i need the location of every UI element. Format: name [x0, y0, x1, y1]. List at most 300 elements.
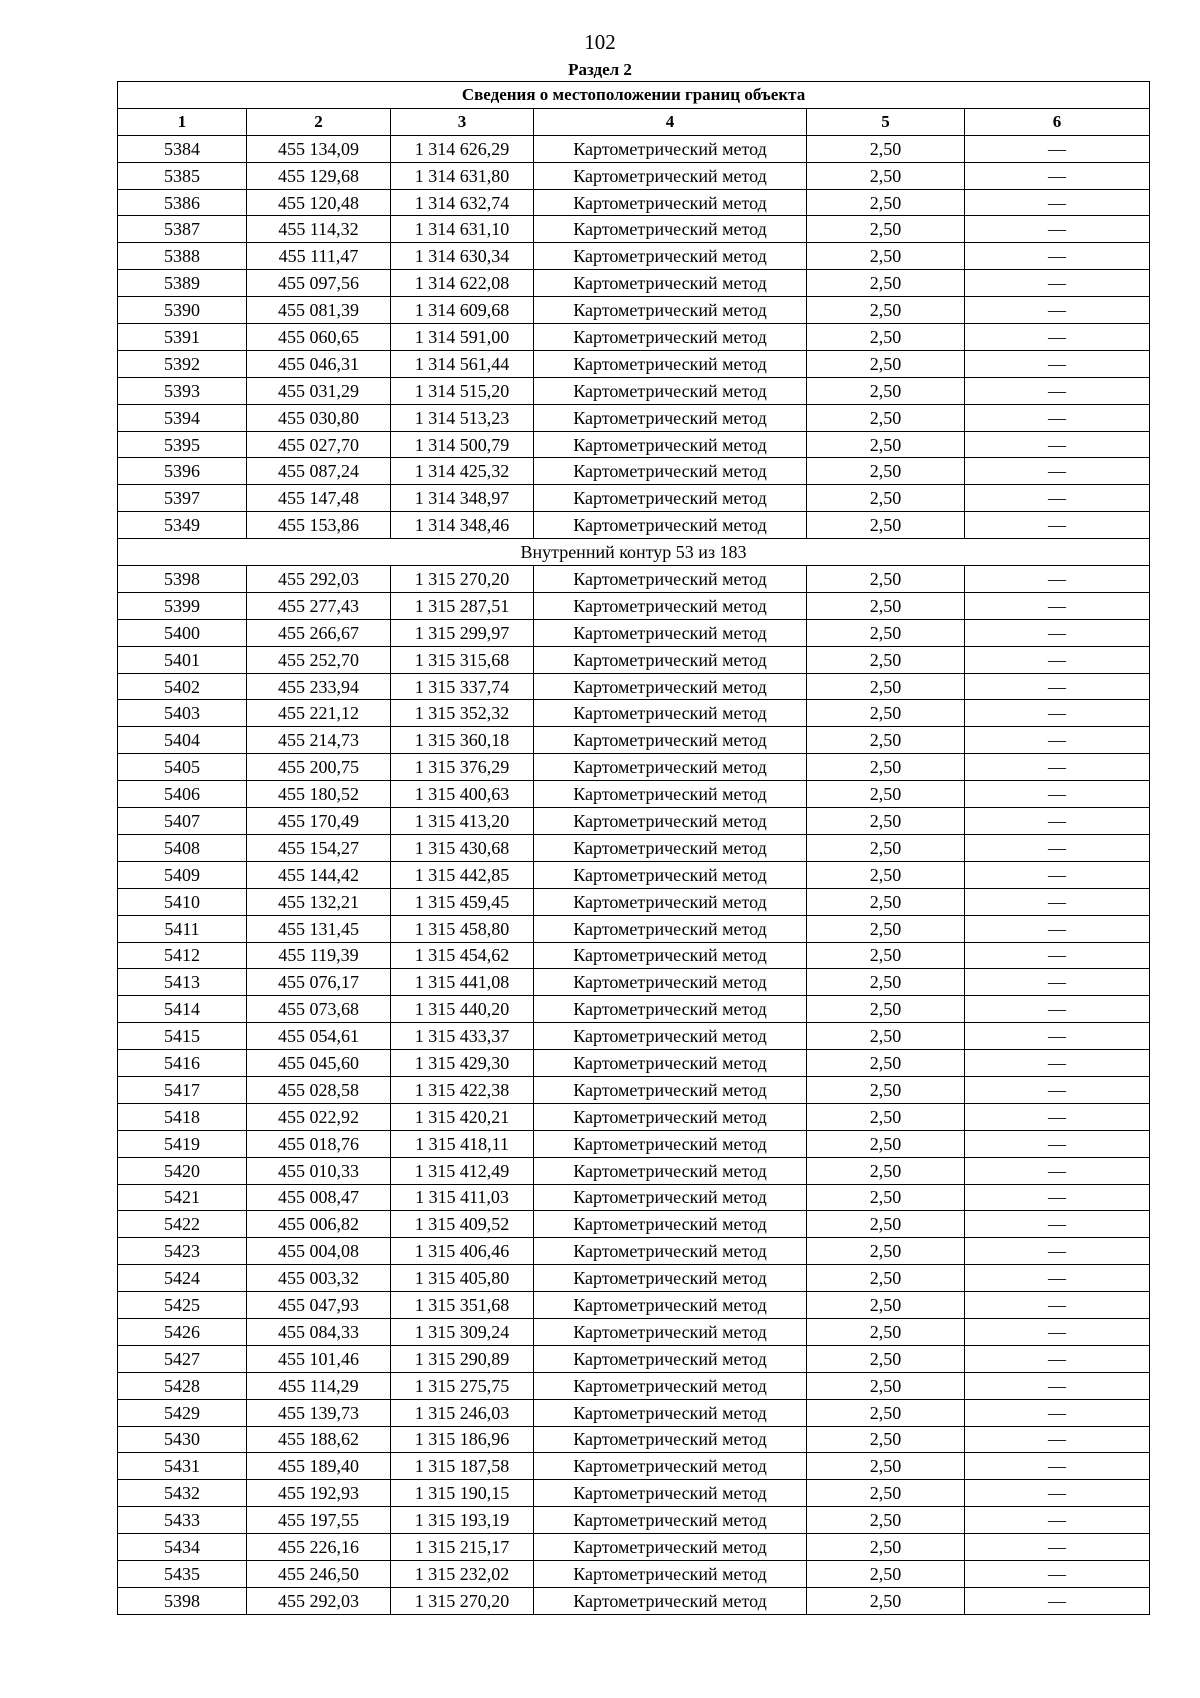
accuracy-cell: 2,50 — [807, 404, 965, 431]
coord-x: 455 027,70 — [247, 431, 391, 458]
table-row — [118, 888, 1150, 915]
accuracy-cell: 2,50 — [807, 1184, 965, 1211]
coord-y: 1 314 609,68 — [391, 297, 534, 324]
table-row — [118, 1238, 1150, 1265]
accuracy-cell: 2,50 — [807, 350, 965, 377]
coord-y: 1 315 309,24 — [391, 1318, 534, 1345]
coord-y: 1 315 420,21 — [391, 1103, 534, 1130]
table-row — [118, 1265, 1150, 1292]
method-cell: Картометрический метод — [534, 135, 807, 162]
method-cell: Картометрический метод — [534, 808, 807, 835]
coord-x: 455 004,08 — [247, 1238, 391, 1265]
coord-y: 1 315 418,11 — [391, 1130, 534, 1157]
table-row — [118, 135, 1150, 162]
table-row — [118, 485, 1150, 512]
table-row — [118, 1426, 1150, 1453]
point-number: 5404 — [118, 727, 247, 754]
coord-x: 455 221,12 — [247, 700, 391, 727]
coord-y: 1 315 232,02 — [391, 1560, 534, 1587]
accuracy-cell: 2,50 — [807, 431, 965, 458]
description-cell: — — [965, 377, 1150, 404]
coord-x: 455 154,27 — [247, 834, 391, 861]
table-row — [118, 1507, 1150, 1534]
description-cell: — — [965, 458, 1150, 485]
accuracy-cell: 2,50 — [807, 1076, 965, 1103]
table-row — [118, 566, 1150, 593]
description-cell: — — [965, 1587, 1150, 1614]
accuracy-cell: 2,50 — [807, 1534, 965, 1561]
coord-x: 455 119,39 — [247, 942, 391, 969]
coord-y: 1 314 348,46 — [391, 512, 534, 539]
table-row — [118, 404, 1150, 431]
coord-y: 1 314 630,34 — [391, 243, 534, 270]
accuracy-cell: 2,50 — [807, 808, 965, 835]
method-cell: Картометрический метод — [534, 297, 807, 324]
method-cell: Картометрический метод — [534, 1534, 807, 1561]
point-number: 5406 — [118, 781, 247, 808]
coord-y: 1 315 275,75 — [391, 1372, 534, 1399]
coord-x: 455 081,39 — [247, 297, 391, 324]
point-number: 5426 — [118, 1318, 247, 1345]
method-cell: Картометрический метод — [534, 754, 807, 781]
coord-y: 1 314 513,23 — [391, 404, 534, 431]
section-title: Раздел 2 — [568, 60, 632, 79]
point-number: 5411 — [118, 915, 247, 942]
method-cell: Картометрический метод — [534, 1426, 807, 1453]
accuracy-cell: 2,50 — [807, 915, 965, 942]
method-cell: Картометрический метод — [534, 431, 807, 458]
point-number: 5398 — [118, 1587, 247, 1614]
coord-y: 1 315 299,97 — [391, 619, 534, 646]
coord-x: 455 189,40 — [247, 1453, 391, 1480]
point-number: 5398 — [118, 566, 247, 593]
description-cell: — — [965, 1023, 1150, 1050]
subheader-section — [118, 539, 1150, 566]
coord-x: 455 003,32 — [247, 1265, 391, 1292]
coord-y: 1 315 413,20 — [391, 808, 534, 835]
table-row — [118, 1318, 1150, 1345]
coord-y: 1 315 458,80 — [391, 915, 534, 942]
point-number: 5409 — [118, 861, 247, 888]
point-number: 5421 — [118, 1184, 247, 1211]
method-cell: Картометрический метод — [534, 1023, 807, 1050]
coord-y: 1 315 400,63 — [391, 781, 534, 808]
column-header-5: 5 — [807, 108, 965, 135]
table-row — [118, 377, 1150, 404]
table-row — [118, 942, 1150, 969]
accuracy-cell: 2,50 — [807, 754, 965, 781]
accuracy-cell: 2,50 — [807, 297, 965, 324]
method-cell: Картометрический метод — [534, 1103, 807, 1130]
point-number: 5431 — [118, 1453, 247, 1480]
coord-x: 455 087,24 — [247, 458, 391, 485]
description-cell: — — [965, 1050, 1150, 1077]
point-number: 5385 — [118, 162, 247, 189]
column-header-3: 3 — [391, 108, 534, 135]
coord-x: 455 008,47 — [247, 1184, 391, 1211]
point-number: 5414 — [118, 996, 247, 1023]
description-cell: — — [965, 1211, 1150, 1238]
accuracy-cell: 2,50 — [807, 189, 965, 216]
description-cell: — — [965, 1560, 1150, 1587]
coord-x: 455 233,94 — [247, 673, 391, 700]
table-row — [118, 512, 1150, 539]
method-cell: Картометрический метод — [534, 861, 807, 888]
coord-y: 1 314 500,79 — [391, 431, 534, 458]
table-row — [118, 270, 1150, 297]
accuracy-cell: 2,50 — [807, 1426, 965, 1453]
coord-x: 455 277,43 — [247, 592, 391, 619]
method-cell: Картометрический метод — [534, 189, 807, 216]
point-number: 5392 — [118, 350, 247, 377]
table-row — [118, 700, 1150, 727]
description-cell: — — [965, 808, 1150, 835]
accuracy-cell: 2,50 — [807, 1345, 965, 1372]
coord-y: 1 315 270,20 — [391, 566, 534, 593]
coord-x: 455 266,67 — [247, 619, 391, 646]
point-number: 5412 — [118, 942, 247, 969]
coord-y: 1 315 441,08 — [391, 969, 534, 996]
method-cell: Картометрический метод — [534, 700, 807, 727]
description-cell: — — [965, 243, 1150, 270]
method-cell: Картометрический метод — [534, 781, 807, 808]
point-number: 5389 — [118, 270, 247, 297]
method-cell: Картометрический метод — [534, 1184, 807, 1211]
description-cell: — — [965, 1265, 1150, 1292]
table-row — [118, 431, 1150, 458]
description-cell: — — [965, 1076, 1150, 1103]
description-cell: — — [965, 727, 1150, 754]
coord-y: 1 314 561,44 — [391, 350, 534, 377]
method-cell: Картометрический метод — [534, 673, 807, 700]
inner-contour-rows — [118, 566, 1150, 1615]
accuracy-cell: 2,50 — [807, 1587, 965, 1614]
coord-y: 1 315 290,89 — [391, 1345, 534, 1372]
table-row — [118, 592, 1150, 619]
coord-x: 455 060,65 — [247, 324, 391, 351]
table-row — [118, 1560, 1150, 1587]
method-cell: Картометрический метод — [534, 942, 807, 969]
description-cell: — — [965, 1238, 1150, 1265]
coord-y: 1 314 622,08 — [391, 270, 534, 297]
accuracy-cell: 2,50 — [807, 727, 965, 754]
point-number: 5386 — [118, 189, 247, 216]
method-cell: Картометрический метод — [534, 512, 807, 539]
coord-y: 1 315 215,17 — [391, 1534, 534, 1561]
coord-x: 455 022,92 — [247, 1103, 391, 1130]
accuracy-cell: 2,50 — [807, 270, 965, 297]
point-number: 5415 — [118, 1023, 247, 1050]
point-number: 5395 — [118, 431, 247, 458]
coord-y: 1 315 190,15 — [391, 1480, 534, 1507]
method-cell: Картометрический метод — [534, 1265, 807, 1292]
method-cell: Картометрический метод — [534, 162, 807, 189]
description-cell: — — [965, 485, 1150, 512]
point-number: 5413 — [118, 969, 247, 996]
coord-y: 1 315 440,20 — [391, 996, 534, 1023]
method-cell: Картометрический метод — [534, 1507, 807, 1534]
coord-y: 1 314 631,80 — [391, 162, 534, 189]
description-cell: — — [965, 404, 1150, 431]
coord-y: 1 315 422,38 — [391, 1076, 534, 1103]
method-cell: Картометрический метод — [534, 888, 807, 915]
description-cell: — — [965, 1534, 1150, 1561]
method-cell: Картометрический метод — [534, 1130, 807, 1157]
coord-x: 455 226,16 — [247, 1534, 391, 1561]
coord-y: 1 314 348,97 — [391, 485, 534, 512]
coord-x: 455 147,48 — [247, 485, 391, 512]
accuracy-cell: 2,50 — [807, 512, 965, 539]
coord-x: 455 111,47 — [247, 243, 391, 270]
accuracy-cell: 2,50 — [807, 1050, 965, 1077]
description-cell: — — [965, 619, 1150, 646]
coord-x: 455 073,68 — [247, 996, 391, 1023]
description-cell: — — [965, 1507, 1150, 1534]
coord-y: 1 315 430,68 — [391, 834, 534, 861]
subheader-row — [118, 539, 1150, 566]
point-number: 5433 — [118, 1507, 247, 1534]
coord-x: 455 084,33 — [247, 1318, 391, 1345]
accuracy-cell: 2,50 — [807, 888, 965, 915]
method-cell: Картометрический метод — [534, 1318, 807, 1345]
table-row — [118, 754, 1150, 781]
coord-y: 1 315 412,49 — [391, 1157, 534, 1184]
method-cell: Картометрический метод — [534, 1399, 807, 1426]
coord-y: 1 315 459,45 — [391, 888, 534, 915]
point-number: 5430 — [118, 1426, 247, 1453]
accuracy-cell: 2,50 — [807, 1265, 965, 1292]
column-header-6: 6 — [965, 108, 1150, 135]
description-cell: — — [965, 566, 1150, 593]
coord-y: 1 314 631,10 — [391, 216, 534, 243]
table-row — [118, 216, 1150, 243]
table-row — [118, 1372, 1150, 1399]
description-cell: — — [965, 189, 1150, 216]
accuracy-cell: 2,50 — [807, 834, 965, 861]
outer-contour-rows — [118, 135, 1150, 538]
coord-y: 1 315 433,37 — [391, 1023, 534, 1050]
description-cell: — — [965, 324, 1150, 351]
table-row — [118, 1076, 1150, 1103]
method-cell: Картометрический метод — [534, 1050, 807, 1077]
coord-x: 455 292,03 — [247, 1587, 391, 1614]
table-row — [118, 646, 1150, 673]
table-row — [118, 861, 1150, 888]
table-row — [118, 808, 1150, 835]
description-cell: — — [965, 861, 1150, 888]
coord-x: 455 170,49 — [247, 808, 391, 835]
coord-x: 455 292,03 — [247, 566, 391, 593]
point-number: 5407 — [118, 808, 247, 835]
accuracy-cell: 2,50 — [807, 996, 965, 1023]
accuracy-cell: 2,50 — [807, 1507, 965, 1534]
method-cell: Картометрический метод — [534, 1560, 807, 1587]
coord-y: 1 314 626,29 — [391, 135, 534, 162]
point-number: 5432 — [118, 1480, 247, 1507]
coord-x: 455 054,61 — [247, 1023, 391, 1050]
accuracy-cell: 2,50 — [807, 377, 965, 404]
table-row — [118, 619, 1150, 646]
point-number: 5423 — [118, 1238, 247, 1265]
accuracy-cell: 2,50 — [807, 646, 965, 673]
coord-y: 1 314 515,20 — [391, 377, 534, 404]
point-number: 5400 — [118, 619, 247, 646]
coord-x: 455 134,09 — [247, 135, 391, 162]
accuracy-cell: 2,50 — [807, 1023, 965, 1050]
accuracy-cell: 2,50 — [807, 700, 965, 727]
method-cell: Картометрический метод — [534, 1480, 807, 1507]
point-number: 5393 — [118, 377, 247, 404]
table-caption: Сведения о местоположении границ объекта — [118, 82, 1150, 109]
coord-x: 455 114,32 — [247, 216, 391, 243]
coord-x: 455 114,29 — [247, 1372, 391, 1399]
method-cell: Картометрический метод — [534, 834, 807, 861]
coord-x: 455 018,76 — [247, 1130, 391, 1157]
coord-x: 455 188,62 — [247, 1426, 391, 1453]
description-cell: — — [965, 673, 1150, 700]
coord-y: 1 314 632,74 — [391, 189, 534, 216]
coord-y: 1 315 351,68 — [391, 1292, 534, 1319]
table-row — [118, 1050, 1150, 1077]
coord-y: 1 315 337,74 — [391, 673, 534, 700]
inner-contour-label: Внутренний контур 53 из 183 — [118, 539, 1150, 566]
table-row — [118, 996, 1150, 1023]
table-row — [118, 915, 1150, 942]
point-number: 5429 — [118, 1399, 247, 1426]
description-cell: — — [965, 1372, 1150, 1399]
page-number: 102 — [584, 30, 616, 54]
coord-x: 455 214,73 — [247, 727, 391, 754]
table-row — [118, 834, 1150, 861]
point-number: 5428 — [118, 1372, 247, 1399]
description-cell: — — [965, 1453, 1150, 1480]
accuracy-cell: 2,50 — [807, 243, 965, 270]
table-row — [118, 1399, 1150, 1426]
point-number: 5403 — [118, 700, 247, 727]
coord-y: 1 315 429,30 — [391, 1050, 534, 1077]
coord-x: 455 030,80 — [247, 404, 391, 431]
coord-x: 455 101,46 — [247, 1345, 391, 1372]
point-number: 5399 — [118, 592, 247, 619]
point-number: 5422 — [118, 1211, 247, 1238]
coord-x: 455 047,93 — [247, 1292, 391, 1319]
point-number: 5410 — [118, 888, 247, 915]
table-row — [118, 324, 1150, 351]
method-cell: Картометрический метод — [534, 324, 807, 351]
table-row — [118, 673, 1150, 700]
accuracy-cell: 2,50 — [807, 1292, 965, 1319]
accuracy-cell: 2,50 — [807, 1560, 965, 1587]
description-cell: — — [965, 888, 1150, 915]
table-row — [118, 297, 1150, 324]
accuracy-cell: 2,50 — [807, 619, 965, 646]
description-cell: — — [965, 216, 1150, 243]
coord-x: 455 045,60 — [247, 1050, 391, 1077]
point-number: 5418 — [118, 1103, 247, 1130]
accuracy-cell: 2,50 — [807, 1130, 965, 1157]
accuracy-cell: 2,50 — [807, 673, 965, 700]
table-row — [118, 243, 1150, 270]
table-row — [118, 1130, 1150, 1157]
description-cell: — — [965, 1157, 1150, 1184]
boundary-coordinates-table — [117, 81, 1150, 1615]
coord-y: 1 315 442,85 — [391, 861, 534, 888]
coord-x: 455 153,86 — [247, 512, 391, 539]
coord-x: 455 139,73 — [247, 1399, 391, 1426]
accuracy-cell: 2,50 — [807, 1372, 965, 1399]
coord-x: 455 028,58 — [247, 1076, 391, 1103]
accuracy-cell: 2,50 — [807, 1399, 965, 1426]
method-cell: Картометрический метод — [534, 216, 807, 243]
description-cell: — — [965, 1345, 1150, 1372]
coord-y: 1 315 270,20 — [391, 1587, 534, 1614]
coord-x: 455 246,50 — [247, 1560, 391, 1587]
coord-x: 455 180,52 — [247, 781, 391, 808]
coord-y: 1 315 376,29 — [391, 754, 534, 781]
description-cell: — — [965, 1318, 1150, 1345]
accuracy-cell: 2,50 — [807, 942, 965, 969]
accuracy-cell: 2,50 — [807, 566, 965, 593]
accuracy-cell: 2,50 — [807, 1211, 965, 1238]
description-cell: — — [965, 135, 1150, 162]
method-cell: Картометрический метод — [534, 1292, 807, 1319]
table-row — [118, 189, 1150, 216]
point-number: 5434 — [118, 1534, 247, 1561]
description-cell: — — [965, 1103, 1150, 1130]
table-row — [118, 1023, 1150, 1050]
coord-y: 1 315 409,52 — [391, 1211, 534, 1238]
point-number: 5384 — [118, 135, 247, 162]
coord-x: 455 076,17 — [247, 969, 391, 996]
coord-x: 455 046,31 — [247, 350, 391, 377]
table-row — [118, 727, 1150, 754]
accuracy-cell: 2,50 — [807, 216, 965, 243]
description-cell: — — [965, 162, 1150, 189]
description-cell: — — [965, 270, 1150, 297]
accuracy-cell: 2,50 — [807, 1157, 965, 1184]
accuracy-cell: 2,50 — [807, 1103, 965, 1130]
coord-y: 1 314 591,00 — [391, 324, 534, 351]
coord-x: 455 120,48 — [247, 189, 391, 216]
point-number: 5394 — [118, 404, 247, 431]
table-row — [118, 1480, 1150, 1507]
method-cell: Картометрический метод — [534, 646, 807, 673]
point-number: 5425 — [118, 1292, 247, 1319]
description-cell: — — [965, 754, 1150, 781]
coord-x: 455 200,75 — [247, 754, 391, 781]
description-cell: — — [965, 996, 1150, 1023]
table-row — [118, 458, 1150, 485]
point-number: 5391 — [118, 324, 247, 351]
point-number: 5420 — [118, 1157, 247, 1184]
point-number: 5349 — [118, 512, 247, 539]
accuracy-cell: 2,50 — [807, 485, 965, 512]
table-row — [118, 162, 1150, 189]
coord-y: 1 315 187,58 — [391, 1453, 534, 1480]
coord-x: 455 132,21 — [247, 888, 391, 915]
description-cell: — — [965, 781, 1150, 808]
coord-y: 1 315 360,18 — [391, 727, 534, 754]
coord-x: 455 131,45 — [247, 915, 391, 942]
table-row — [118, 350, 1150, 377]
method-cell: Картометрический метод — [534, 1211, 807, 1238]
table-caption-row — [118, 82, 1150, 109]
method-cell: Картометрический метод — [534, 350, 807, 377]
description-cell: — — [965, 915, 1150, 942]
table-row — [118, 1103, 1150, 1130]
method-cell: Картометрический метод — [534, 243, 807, 270]
coord-x: 455 006,82 — [247, 1211, 391, 1238]
